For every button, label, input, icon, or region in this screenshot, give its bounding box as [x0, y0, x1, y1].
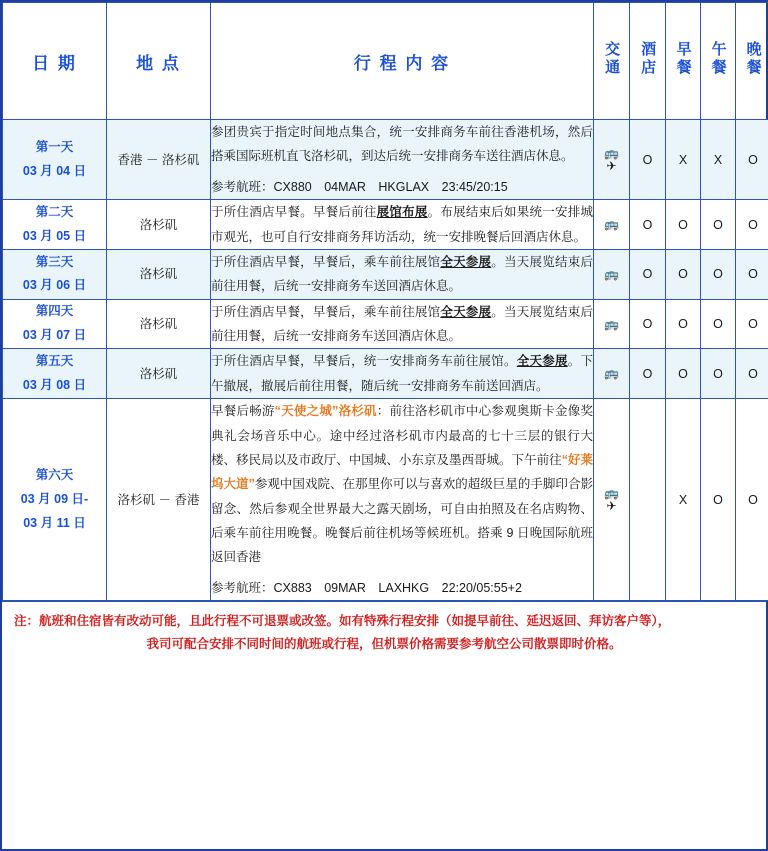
row-day-label: 第三天 — [35, 254, 74, 269]
content-segment: 于所住酒店早餐，早餐后，乘车前往展馆 — [211, 304, 441, 319]
row-place: 洛杉矶 — [107, 200, 211, 250]
row-content-text — [211, 200, 593, 249]
table-row — [3, 200, 768, 250]
row-content — [211, 299, 594, 349]
transport-icon-group — [594, 367, 629, 380]
row-flight-reference: 参考航班：CX880 04MAR HKGLAX 23:45/20:15 — [211, 179, 508, 194]
row-place: 洛杉矶 — [107, 249, 211, 299]
row-content-text — [211, 399, 593, 570]
row-lunch: O — [701, 249, 736, 299]
bus-icon: 🚌 — [604, 486, 619, 501]
row-breakfast: O — [666, 349, 701, 399]
itinerary-table — [2, 2, 768, 601]
row-hotel — [630, 399, 666, 601]
row-transport — [594, 249, 630, 299]
bus-icon: 🚌 — [604, 145, 619, 160]
row-hotel: O — [630, 349, 666, 399]
row-lunch: O — [701, 200, 736, 250]
header-lunch: 午餐 — [701, 3, 736, 120]
header-breakfast: 早餐 — [666, 3, 701, 120]
content-segment: 于所住酒店早餐，早餐后，乘车前往展馆 — [211, 254, 441, 269]
content-segment: ：前往洛杉矶市中心参观奥斯卡金像奖典礼会场音乐中心。途中经过洛杉矶市内最高的七十三层的银行大楼、移民局以及市政厅、中国城、小东京及墨西哥城。下午前往 — [211, 404, 593, 467]
row-date-label-2: 03 月 11 日 — [23, 515, 86, 530]
row-lunch: O — [701, 399, 736, 601]
header-place: 地 点 — [107, 3, 211, 120]
footer-note-line-2: 我司可配合安排不同时间的航班或行程，但机票价格需要参考航空公司散票即时价格。 — [146, 637, 622, 652]
row-date-label: 03 月 05 日 — [22, 228, 87, 243]
row-content-text: 参团贵宾于指定时间地点集合，统一安排商务车前往香港机场，然后搭乘国际班机直飞洛杉矶，到达后统一安排商务车送往酒店休息。 — [211, 125, 593, 164]
row-breakfast: X — [666, 120, 701, 200]
row-breakfast: O — [666, 200, 701, 250]
emphasis-underline: 全天参展 — [440, 254, 492, 269]
row-lunch: X — [701, 120, 736, 200]
content-segment: 早餐后畅游 — [211, 404, 275, 419]
row-lunch: O — [701, 349, 736, 399]
content-segment: 。布展结束后如果统一安排城市观光，也可自行安排商务拜访活动，统一安排晚餐后回酒店休息。 — [211, 205, 593, 244]
header-content: 行 程 内 容 — [211, 3, 594, 120]
row-content — [211, 349, 594, 399]
row-day-label: 第五天 — [35, 354, 74, 368]
row-day-label: 第一天 — [35, 139, 74, 154]
row-transport — [594, 200, 630, 250]
row-date-label: 03 月 09 日- — [20, 491, 89, 506]
table-row — [3, 299, 768, 349]
row-date-label: 03 月 06 日 — [22, 278, 87, 293]
row-place: 洛杉矶 — [107, 299, 211, 349]
transport-icon-group — [594, 218, 629, 231]
footer-note-line-1: 注：航班和住宿皆有改动可能，且此行程不可退票或改签。如有特殊行程安排（如提早前往、延迟返回、拜访客户等）， — [14, 614, 671, 629]
row-content — [211, 200, 594, 250]
row-transport — [594, 299, 630, 349]
row-hotel: O — [630, 200, 666, 250]
row-hotel: O — [630, 299, 666, 349]
row-date — [3, 349, 107, 399]
row-flight-reference: 参考航班：CX883 09MAR LAXHKG 22:20/05:55+2 — [211, 580, 522, 595]
content-segment: 于所住酒店早餐，早餐后，统一安排商务车前往展馆。 — [211, 354, 517, 369]
transport-icon-group — [594, 268, 629, 281]
row-place: 香港 － 洛杉矶 — [107, 120, 211, 200]
row-content-text — [211, 300, 593, 349]
row-date — [3, 399, 107, 601]
row-place: 洛杉矶 — [107, 349, 211, 399]
row-breakfast: O — [666, 249, 701, 299]
row-date-label: 03 月 04 日 — [22, 163, 87, 178]
content-segment: 于所住酒店早餐。早餐后前往 — [211, 205, 377, 220]
row-transport — [594, 349, 630, 399]
emphasis-underline: 全天参展 — [516, 354, 568, 369]
row-day-label: 第六天 — [35, 468, 74, 482]
row-dinner: O — [736, 299, 768, 349]
row-dinner: O — [736, 349, 768, 399]
content-segment: 。下午撤展，撤展后前往用餐，随后统一安排商务车前送回酒店。 — [211, 354, 593, 393]
row-transport — [594, 399, 630, 601]
table-body — [3, 120, 768, 601]
row-transport — [594, 120, 630, 200]
table-row — [3, 120, 768, 200]
emphasis-underline: 展馆布展 — [376, 205, 428, 220]
bus-icon: 🚌 — [604, 266, 619, 281]
row-dinner: O — [736, 200, 768, 250]
content-segment: 。当天展览结束后前往用餐，后统一安排商务车送回酒店休息。 — [211, 304, 593, 343]
row-breakfast: X — [666, 399, 701, 601]
row-day-label: 第四天 — [35, 304, 74, 319]
plane-icon: ✈ — [606, 158, 617, 173]
transport-icon-group — [594, 487, 629, 512]
row-breakfast: O — [666, 299, 701, 349]
header-hotel: 酒店 — [630, 3, 666, 120]
header-dinner: 晚餐 — [736, 3, 768, 120]
row-lunch: O — [701, 299, 736, 349]
row-date-label: 03 月 08 日 — [22, 377, 87, 392]
transport-icon-group — [594, 147, 629, 172]
table-row — [3, 399, 768, 601]
row-dinner: O — [736, 399, 768, 601]
footer-note — [2, 601, 766, 849]
emphasis-highlight: “好莱坞大道” — [211, 452, 593, 492]
row-date — [3, 249, 107, 299]
row-dinner: O — [736, 249, 768, 299]
row-dinner: O — [736, 120, 768, 200]
transport-icon-group — [594, 318, 629, 331]
header-date: 日 期 — [3, 3, 107, 120]
emphasis-underline: 全天参展 — [440, 304, 492, 319]
row-content — [211, 249, 594, 299]
row-day-label: 第二天 — [35, 204, 74, 219]
row-date — [3, 120, 107, 200]
row-hotel: O — [630, 120, 666, 200]
bus-icon: 🚌 — [604, 366, 619, 381]
bus-icon: 🚌 — [604, 316, 619, 331]
table-row — [3, 249, 768, 299]
bus-icon: 🚌 — [604, 217, 619, 232]
table-row — [3, 349, 768, 399]
row-content-text — [211, 349, 593, 398]
row-date — [3, 299, 107, 349]
emphasis-highlight: “天使之城”洛杉矶 — [274, 404, 377, 419]
row-content-text — [211, 250, 593, 299]
row-hotel: O — [630, 249, 666, 299]
table-header — [3, 3, 768, 120]
row-place: 洛杉矶 － 香港 — [107, 399, 211, 601]
plane-icon: ✈ — [606, 498, 617, 513]
content-segment: 参观中国戏院、在那里你可以与喜欢的超级巨星的手脚印合影留念、然后参观全世界最大之露天剧场，可自由拍照及在名店购物、后乘车前往用晚餐。晚餐后前往机场等候班机。搭乘 9 日晚国际航班返回香港 — [211, 477, 593, 565]
row-content — [211, 120, 594, 200]
row-date-label: 03 月 07 日 — [22, 328, 87, 342]
content-segment: 。当天展览结束后前往用餐，后统一安排商务车送回酒店休息。 — [211, 254, 593, 294]
row-content — [211, 399, 594, 601]
row-date — [3, 200, 107, 250]
header-transport: 交通 — [594, 3, 630, 120]
